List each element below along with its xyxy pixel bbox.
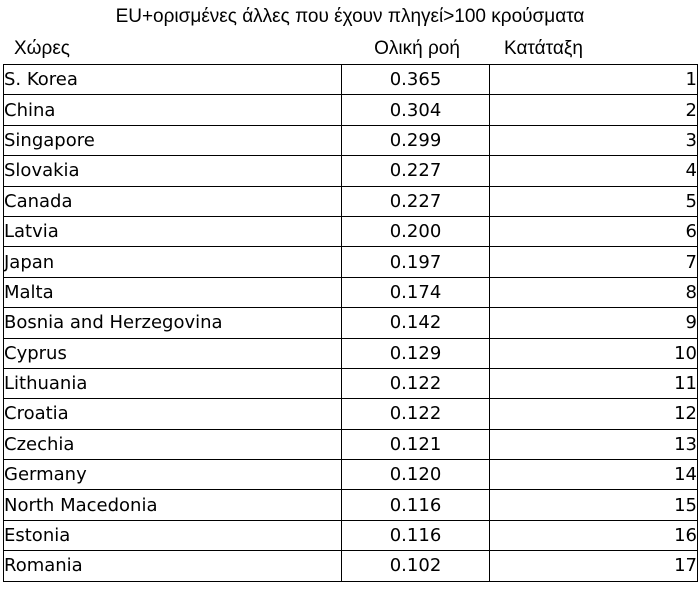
table-row — [4, 520, 698, 550]
country-cell: Slovakia — [4, 156, 342, 186]
table-row — [4, 368, 698, 398]
table-row — [4, 460, 698, 490]
rank-cell: 11 — [490, 368, 698, 398]
table-row — [4, 156, 698, 186]
total-flow-cell: 0.116 — [342, 490, 490, 520]
total-flow-cell: 0.120 — [342, 460, 490, 490]
rank-cell: 10 — [490, 338, 698, 368]
country-cell: Malta — [4, 277, 342, 307]
country-cell: Canada — [4, 186, 342, 216]
total-flow-cell: 0.174 — [342, 277, 490, 307]
country-cell: North Macedonia — [4, 490, 342, 520]
rank-cell: 14 — [490, 460, 698, 490]
country-cell: Singapore — [4, 125, 342, 155]
table-title: EU+ορισμένες άλλες που έχουν πληγεί>100 κρούσματα — [115, 6, 585, 27]
ranking-table-body — [4, 65, 698, 582]
country-cell: S. Korea — [4, 65, 342, 95]
table-row — [4, 490, 698, 520]
country-cell: China — [4, 95, 342, 125]
table-row — [4, 125, 698, 155]
table-row — [4, 277, 698, 307]
rank-cell: 2 — [490, 95, 698, 125]
total-flow-cell: 0.122 — [342, 399, 490, 429]
rank-cell: 16 — [490, 520, 698, 550]
total-flow-cell: 0.116 — [342, 520, 490, 550]
rank-cell: 12 — [490, 399, 698, 429]
column-header-total-flow: Ολική ροή — [374, 38, 460, 59]
rank-cell: 13 — [490, 429, 698, 459]
column-header-country: Χώρες — [14, 38, 70, 59]
country-cell: Japan — [4, 247, 342, 277]
rank-cell: 4 — [490, 156, 698, 186]
column-header-row — [0, 34, 700, 64]
country-cell: Latvia — [4, 216, 342, 246]
total-flow-cell: 0.142 — [342, 308, 490, 338]
ranking-table — [3, 64, 698, 582]
rank-cell: 1 — [490, 65, 698, 95]
total-flow-cell: 0.122 — [342, 368, 490, 398]
rank-cell: 6 — [490, 216, 698, 246]
total-flow-cell: 0.227 — [342, 186, 490, 216]
rank-cell: 7 — [490, 247, 698, 277]
total-flow-cell: 0.102 — [342, 551, 490, 581]
table-row — [4, 308, 698, 338]
country-cell: Germany — [4, 460, 342, 490]
column-header-rank: Κατάταξη — [504, 38, 583, 59]
rank-cell: 8 — [490, 277, 698, 307]
country-cell: Czechia — [4, 429, 342, 459]
total-flow-cell: 0.129 — [342, 338, 490, 368]
country-cell: Romania — [4, 551, 342, 581]
country-cell: Estonia — [4, 520, 342, 550]
total-flow-cell: 0.121 — [342, 429, 490, 459]
table-row — [4, 399, 698, 429]
total-flow-cell: 0.227 — [342, 156, 490, 186]
country-cell: Cyprus — [4, 338, 342, 368]
table-row — [4, 551, 698, 581]
country-cell: Bosnia and Herzegovina — [4, 308, 342, 338]
country-cell: Croatia — [4, 399, 342, 429]
table-row — [4, 186, 698, 216]
table-row — [4, 95, 698, 125]
rank-cell: 17 — [490, 551, 698, 581]
total-flow-cell: 0.197 — [342, 247, 490, 277]
country-cell: Lithuania — [4, 368, 342, 398]
total-flow-cell: 0.299 — [342, 125, 490, 155]
table-row — [4, 338, 698, 368]
table-row — [4, 216, 698, 246]
rank-cell: 5 — [490, 186, 698, 216]
table-row — [4, 429, 698, 459]
total-flow-cell: 0.200 — [342, 216, 490, 246]
total-flow-cell: 0.304 — [342, 95, 490, 125]
total-flow-cell: 0.365 — [342, 65, 490, 95]
table-row — [4, 65, 698, 95]
rank-cell: 15 — [490, 490, 698, 520]
rank-cell: 3 — [490, 125, 698, 155]
table-row — [4, 247, 698, 277]
rank-cell: 9 — [490, 308, 698, 338]
